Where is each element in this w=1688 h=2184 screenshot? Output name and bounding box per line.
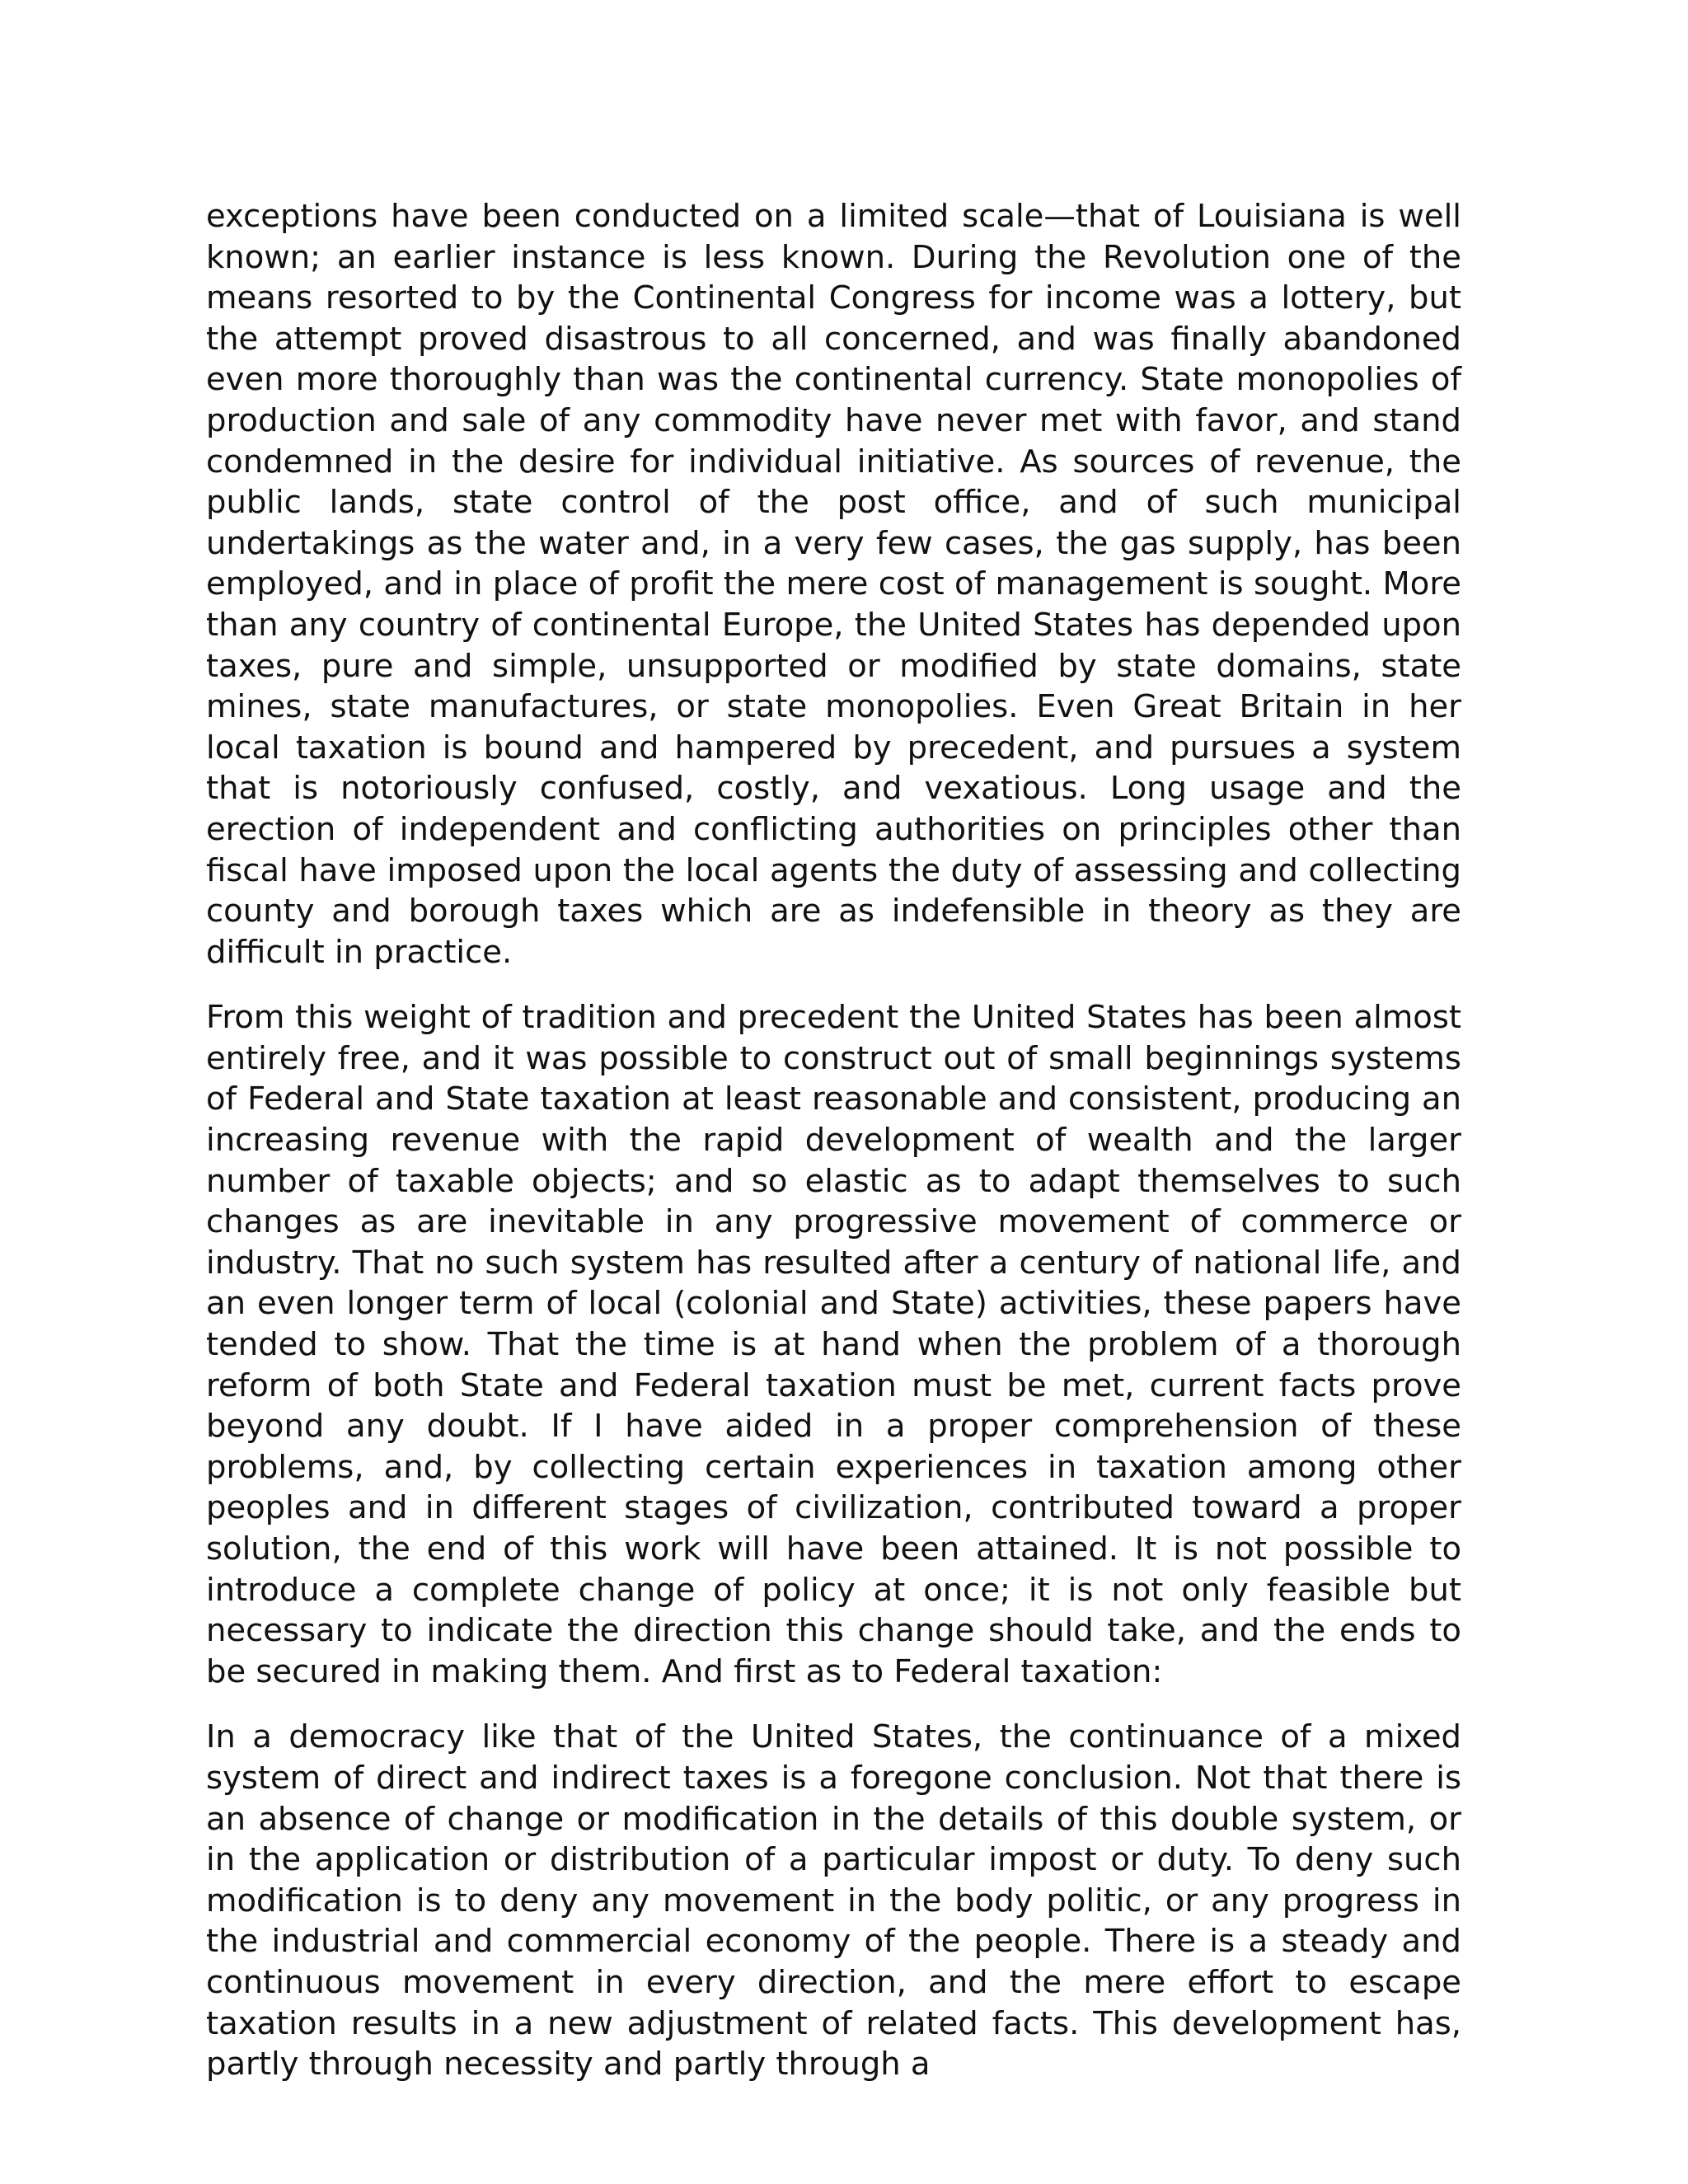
- paragraph-2: From this weight of tradition and precedent the United States has been almost entirely free, and it was possible to construct out of small beginnings systems of Federal and State taxation at least reasonable and consistent, producing an increasing revenue with the rapid development of wealth and the larger number of taxable objects; and so elastic as to adapt themselves to such changes as are inevitable in any progressive movement of commerce or industry. That no such system has resulted after a century of national life, and an even longer term of local (colonial and State) activities, these papers have tended to show. That the time is at hand when the problem of a thorough reform of both State and Federal taxation must be met, current facts prove beyond any doubt. If I have aided in a proper comprehension of these problems, and, by collecting certain experiences in taxation among other peoples and in different stages of civilization, contributed toward a proper solution, the end of this work will have been attained. It is not possible to introduce a complete change of policy at once; it is not only feasible but necessary to indicate the direction this change should take, and the ends to be secured in making them. And first as to Federal taxation:: [206, 999, 1461, 1690]
- document-page: [206, 196, 1461, 2110]
- paragraph-3: In a democracy like that of the United States, the continuance of a mixed system of direct and indirect taxes is a foregone conclusion. Not that there is an absence of change or modification in the details of this double system, or in the application or distribution of a particular impost or duty. To deny such modification is to deny any movement in the body politic, or any progress in the industrial and commercial economy of the people. There is a steady and continuous movement in every direction, and the mere effort to escape taxation results in a new adjustment of related facts. This development has, partly through necessity and partly through a: [206, 1718, 1461, 2083]
- paragraph-1: exceptions have been conducted on a limited scale—that of Louisiana is well known; an earlier instance is less known. During the Revolution one of the means resorted to by the Continental Congress for income was a lottery, but the attempt proved disastrous to all concerned, and was finally abandoned even more thoroughly than was the continental currency. State monopolies of production and sale of any commodity have never met with favor, and stand condemned in the desire for individual initiative. As sources of revenue, the public lands, state control of the post office, and of such municipal undertakings as the water and, in a very few cases, the gas supply, has been employed, and in place of profit the mere cost of management is sought. More than any country of continental Europe, the United States has depended upon taxes, pure and simple, unsupported or modified by state domains, state mines, state manufactures, or state monopolies. Even Great Britain in her local taxation is bound and hampered by precedent, and pursues a system that is notoriously confused, costly, and vexatious. Long usage and the erection of independent and conflicting authorities on principles other than fiscal have imposed upon the local agents the duty of assessing and collecting county and borough taxes which are as indefensible in theory as they are difficult in practice.: [206, 198, 1461, 971]
